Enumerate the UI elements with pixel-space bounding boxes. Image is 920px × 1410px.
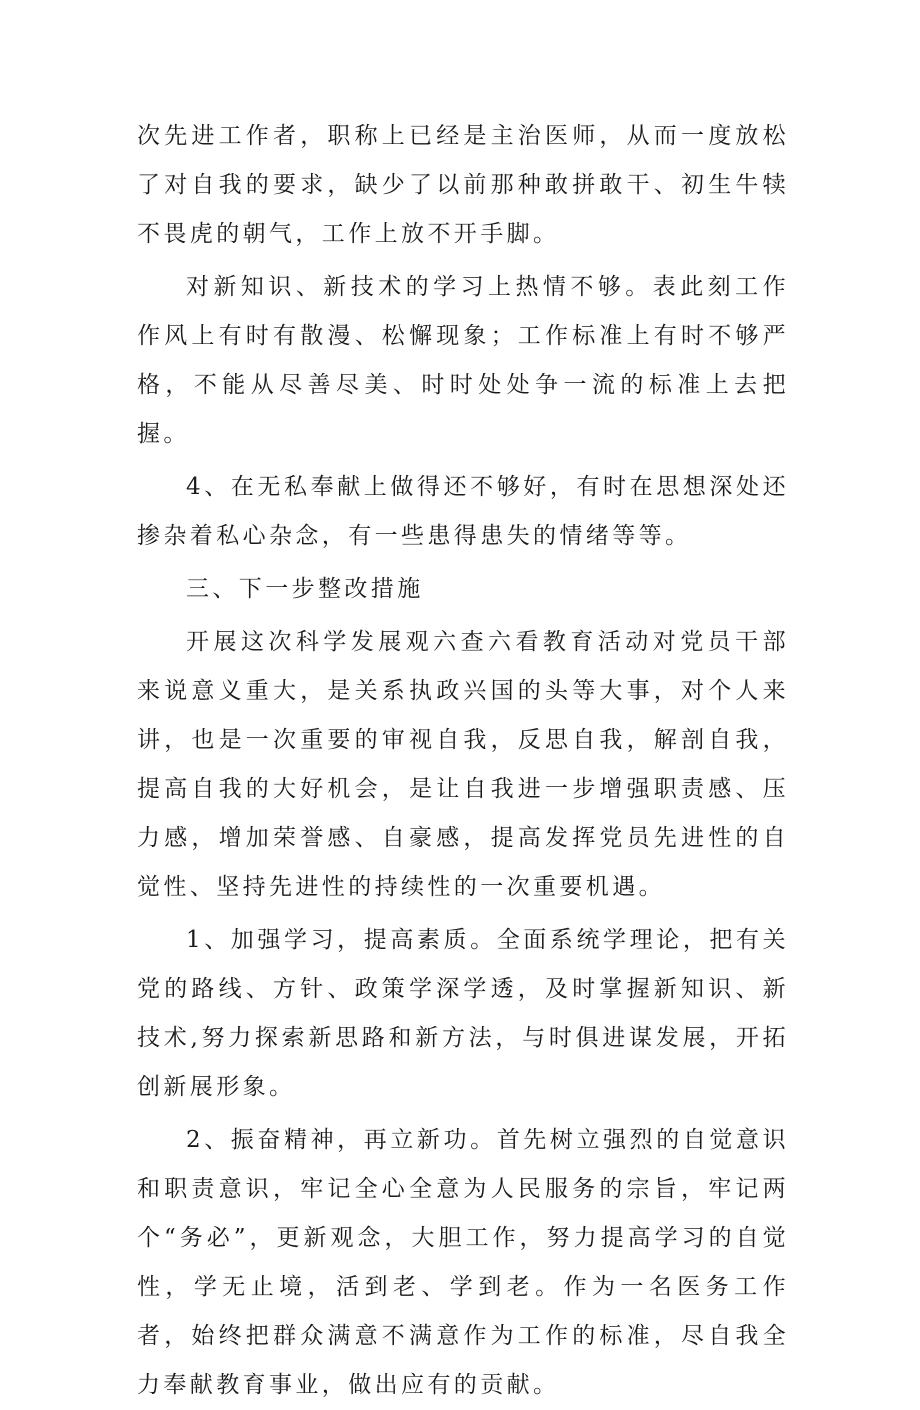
- paragraph-activity-significance: 开展这次科学发展观六查六看教育活动对党员干部来说意义重大，是关系执政兴国的头等大事，对个人来讲，也是一次重要的审视自我，反思自我，解剖自我，提高自我的大好机会，是让自我进一步增强职责感、压力感，增加荣誉感、自豪感，提高发挥党员先进性的自觉性、坚持先进性的持续性的一次重要机遇。: [137, 629, 789, 900]
- paragraph-measure-1: 1、加强学习，提高素质。全面系统学理论，把有关党的路线、方针、政策学深学透，及时掌握新知识、新技术,努力探索新思路和新方法，与时俱进谋发展，开拓创新展形象。: [137, 927, 789, 1100]
- paragraph-learning-enthusiasm: 对新知识、新技术的学习上热情不够。表此刻工作作风上有时有散漫、松懈现象；工作标准上有时不够严格，不能从尽善尽美、时时处处争一流的标准上去把握。: [137, 274, 789, 447]
- paragraph-item-4: 4、在无私奉献上做得还不够好，有时在思想深处还掺杂着私心杂念，有一些患得患失的情绪等等。: [137, 474, 789, 549]
- paragraph-continuation: 次先进工作者，职称上已经是主治医师，从而一度放松了对自我的要求，缺少了以前那种敢拼敢干、初生牛犊不畏虎的朝气，工作上放不开手脚。: [137, 123, 789, 247]
- document-body: [137, 112, 789, 1410]
- section-heading-next-steps: 三、下一步整改措施: [186, 576, 424, 602]
- paragraph-measure-2: 2、振奋精神，再立新功。首先树立强烈的自觉意识和职责意识，牢记全心全意为人民服务的宗旨，牢记两个“务必”，更新观念，大胆工作，努力提高学习的自觉性，学无止境，活到老、学到老。作为一名医务工作者，始终把群众满意不满意作为工作的标准，尽自我全力奉献教育事业，做出应有的贡献。: [137, 1127, 789, 1398]
